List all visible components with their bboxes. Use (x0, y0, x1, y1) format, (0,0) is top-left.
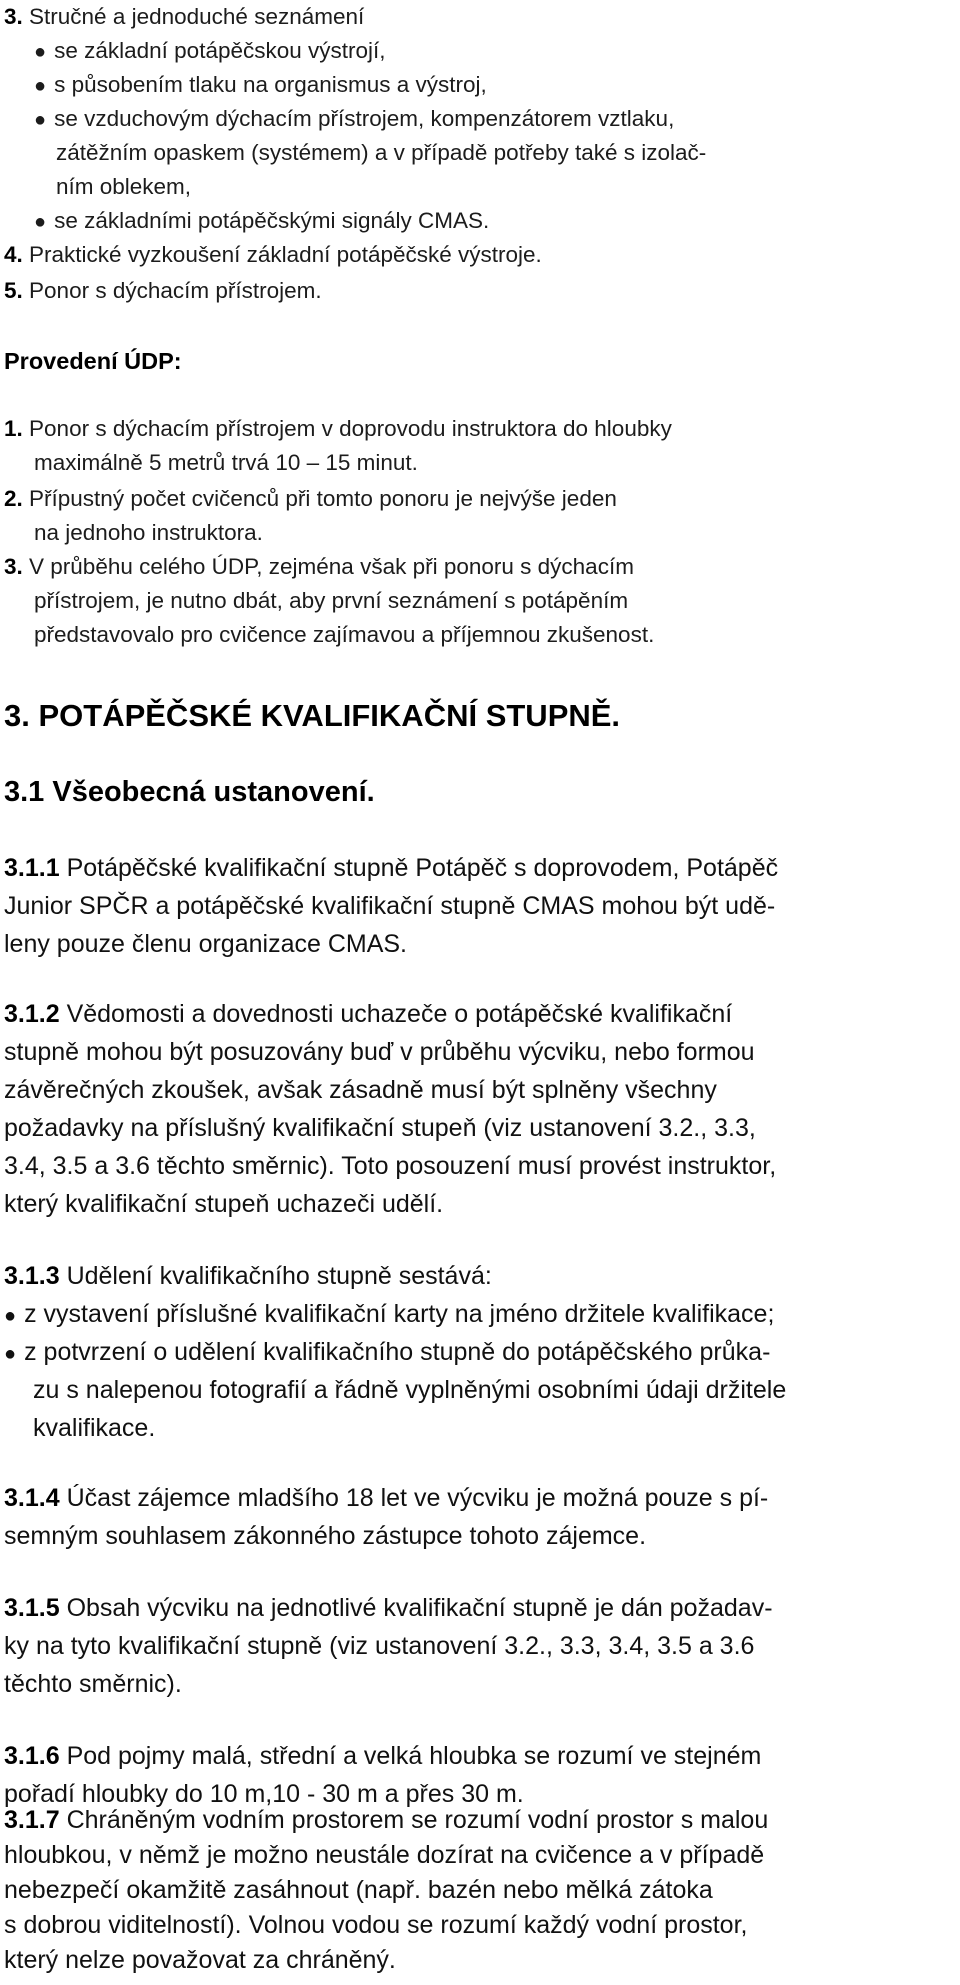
paragraph-line (4, 1596, 773, 1621)
paragraph-line: který nelze považovat za chráněný. (4, 1946, 396, 1974)
section-title: 3. POTÁPĚČSKÉ KVALIFIKAČNÍ STUPNĚ. (4, 698, 621, 733)
intro-item-4 (4, 244, 542, 267)
item-text: Přípustný počet cvičenců při tomto ponoru je nejvýše jeden (29, 486, 617, 511)
bullet-line (34, 108, 674, 131)
paragraph-line: pořadí hloubky do 10 m,10 - 30 m a přes 30 m. (4, 1780, 524, 1808)
bullet-text: se vzduchovým dýchacím přístrojem, kompenzátorem vztlaku, (54, 106, 675, 131)
paragraph-line: Junior SPČR a potápěčské kvalifikační stupně CMAS mohou být udě- (4, 892, 776, 920)
bullet-icon: ● (34, 211, 47, 233)
bullet-text: se základními potápěčskými signály CMAS. (54, 208, 490, 233)
paragraph-number: 3.1.6 (4, 1742, 60, 1770)
paragraph-number: 3.1.3 (4, 1262, 60, 1290)
provedeni-item-2 (4, 488, 617, 511)
section-subtitle: 3.1 Všeobecná ustanovení. (4, 776, 375, 808)
item-number: 5. (4, 278, 23, 303)
paragraph-line: ky na tyto kvalifikační stupně (viz ustanovení 3.2., 3.3, 3.4, 3.5 a 3.6 (4, 1632, 755, 1660)
item-text: Stručné a jednoduché seznámení (29, 4, 365, 29)
bullet-icon: ● (34, 75, 47, 97)
bullet-continuation: kvalifikace. (33, 1414, 156, 1442)
paragraph-line: semným souhlasem zákonného zástupce tohoto zájemce. (4, 1522, 647, 1550)
bullet-text: s působením tlaku na organismus a výstroj, (54, 72, 487, 97)
provedeni-heading: Provedení ÚDP: (4, 348, 182, 374)
item-text: Ponor s dýchacím přístrojem. (29, 278, 322, 303)
bullet-line (34, 74, 487, 97)
paragraph-line: nebezpečí okamžitě zasáhnout (např. bazén nebo mělká zátoka (4, 1876, 713, 1904)
paragraph-number: 3.1.4 (4, 1484, 60, 1512)
paragraph-text: Vědomosti a dovednosti uchazeče o potápěčské kvalifikační (66, 1000, 733, 1028)
intro-item-5 (4, 280, 322, 303)
paragraph-line (4, 1264, 492, 1289)
paragraph-line (4, 1744, 761, 1769)
item-text: Praktické vyzkoušení základní potápěčské výstroje. (29, 242, 542, 267)
paragraph-line: závěrečných zkoušek, avšak zásadně musí být splněny všechny (4, 1076, 717, 1104)
bullet-icon: ● (4, 1305, 17, 1327)
bullet-text: ním oblekem, (56, 174, 192, 199)
paragraph-line: požadavky na příslušný kvalifikační stupeň (viz ustanovení 3.2., 3.3, (4, 1114, 756, 1142)
item-number: 1. (4, 416, 23, 441)
bullet-icon: ● (4, 1343, 17, 1365)
bullet-line (4, 1302, 774, 1327)
item-number: 3. (4, 554, 23, 579)
bullet-text: se základní potápěčskou výstrojí, (54, 38, 386, 63)
paragraph-line: stupně mohou být posuzovány buď v průběhu výcviku, nebo formou (4, 1038, 755, 1066)
paragraph-text: Udělení kvalifikačního stupně sestává: (66, 1262, 492, 1290)
bullet-continuation (56, 176, 191, 199)
bullet-line (34, 210, 489, 233)
item-continuation: představovalo pro cvičence zajímavou a příjemnou zkušenost. (34, 622, 655, 647)
bullet-text: z vystavení příslušné kvalifikační karty na jméno držitele kvalifikace; (24, 1300, 775, 1328)
paragraph-line: 3.4, 3.5 a 3.6 těchto směrnic). Toto posouzení musí provést instruktor, (4, 1152, 777, 1180)
paragraph-number: 3.1.7 (4, 1806, 60, 1834)
paragraph-line: těchto směrnic). (4, 1670, 182, 1698)
paragraph-text: Účast zájemce mladšího 18 let ve výcviku je možná pouze s pí- (66, 1484, 769, 1512)
item-continuation: na jednoho instruktora. (34, 520, 263, 545)
paragraph-text: Pod pojmy malá, střední a velká hloubka se rozumí ve stejném (66, 1742, 762, 1770)
paragraph-line: s dobrou viditelností). Volnou vodou se rozumí každý vodní prostor, (4, 1911, 748, 1939)
bullet-continuation (56, 142, 706, 165)
paragraph-number: 3.1.1 (4, 854, 60, 882)
item-number: 3. (4, 4, 23, 29)
bullet-text: z potvrzení o udělení kvalifikačního stupně do potápěčského průka- (24, 1338, 771, 1366)
paragraph-line: který kvalifikační stupeň uchazeči udělí. (4, 1190, 444, 1218)
provedeni-item-1 (4, 418, 672, 441)
paragraph-line: leny pouze členu organizace CMAS. (4, 930, 408, 958)
paragraph-number: 3.1.2 (4, 1000, 60, 1028)
bullet-icon: ● (34, 41, 47, 63)
provedeni-item-3 (4, 556, 634, 579)
item-continuation: maximálně 5 metrů trvá 10 – 15 minut. (34, 450, 418, 475)
paragraph-line (4, 1808, 768, 1833)
paragraph-line (4, 1486, 768, 1511)
paragraph-number: 3.1.5 (4, 1594, 60, 1622)
paragraph-text: Obsah výcviku na jednotlivé kvalifikační stupně je dán požadav- (66, 1594, 773, 1622)
bullet-line (4, 1340, 770, 1365)
item-continuation: přístrojem, je nutno dbát, aby první seznámení s potápěním (34, 588, 629, 613)
item-text: Ponor s dýchacím přístrojem v doprovodu instruktora do hloubky (29, 416, 672, 441)
bullet-line (34, 40, 386, 63)
item-number: 2. (4, 486, 23, 511)
paragraph-text: Potápěčské kvalifikační stupně Potápěč s doprovodem, Potápěč (66, 854, 779, 882)
bullet-continuation: zu s nalepenou fotografií a řádně vyplněnými osobními údaji držitele (33, 1376, 787, 1404)
item-text: V průběhu celého ÚDP, zejména však při ponoru s dýchacím (29, 554, 634, 579)
intro-item-3 (4, 6, 364, 29)
paragraph-text: Chráněným vodním prostorem se rozumí vodní prostor s malou (66, 1806, 769, 1834)
paragraph-line (4, 856, 778, 881)
bullet-text: zátěžním opaskem (systémem) a v případě potřeby také s izolač- (56, 140, 707, 165)
paragraph-line: hloubkou, v němž je možno neustále dozírat na cvičence a v případě (4, 1841, 765, 1869)
paragraph-line (4, 1002, 732, 1027)
item-number: 4. (4, 242, 23, 267)
bullet-icon: ● (34, 109, 47, 131)
